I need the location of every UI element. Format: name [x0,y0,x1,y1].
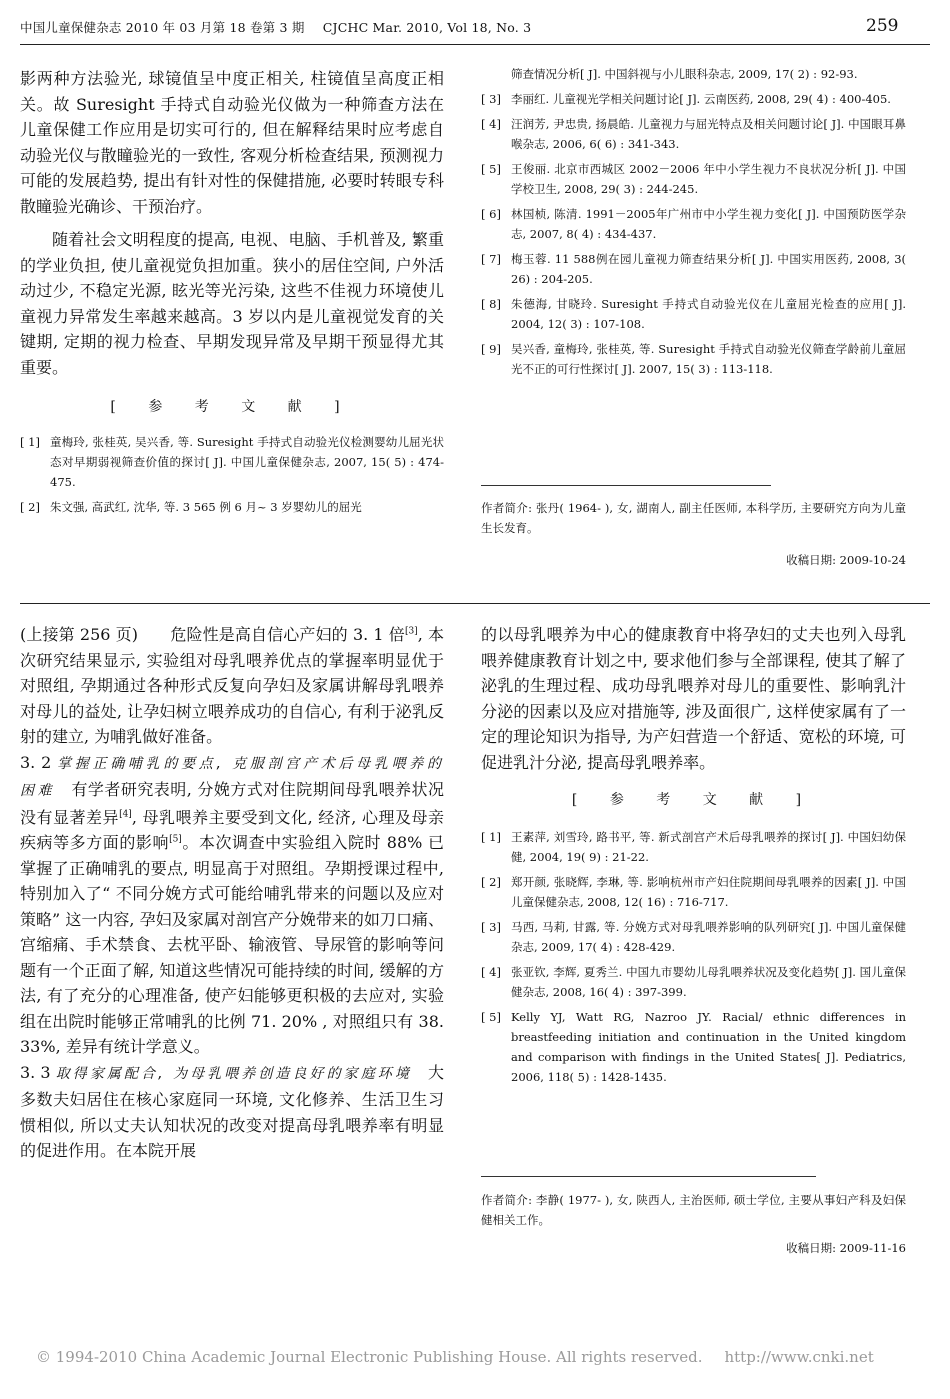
top-right-column [481,64,906,389]
section-3-2 [20,750,444,1060]
reference-number: [ 2] [20,500,40,514]
reference-number: [ 2] [481,875,501,889]
reference-text: 吴兴香, 童梅玲, 张桂英, 等. Suresight 手持式自动验光仪筛查学龄前儿童屈光不正的可行性探讨[ J]. 2007, 15( 3) : 113-118. [511,342,906,376]
section-number: 3. 3 [20,1062,51,1082]
reference-number: [ 7] [481,252,501,266]
bottom-right-column [481,622,906,1092]
paragraph-text: 有学者研究表明, 分娩方式对住院期间母乳喂养状况没有显著差异 [20,780,444,827]
reference-text: 朱文强, 高武红, 沈华, 等. 3 565 例 6 月~ 3 岁婴幼儿的屈光 [50,500,362,514]
section-title: 取得家属配合, 为母乳喂养创造良好的家庭环境 [55,1065,412,1082]
paragraph: 影两种方法验光, 球镜值呈中度正相关, 柱镜值呈高度正相关。故 Suresight 手持式自动验光仪做为一种筛查方法在儿童保健工作应用是切实可行的, 但在解释结果时应考虑自动验光仪与散瞳验光的一致性, 客观分析检查结果, 预测视力可能的发展趋势, 提出有针对性的保健措施, 必要时转眼专科散瞳验光确诊、干预治疗。 [20,69,444,216]
reference-item [481,89,906,109]
continued-from-note: (上接第 256 页) [20,625,139,644]
citation: [4] [119,809,132,820]
reference-text: 王素萍, 刘雪玲, 路书平, 等. 新式剖宫产术后母乳喂养的探讨[ J]. 中国妇幼保健, 2004, 19( 9) : 21-22. [511,830,906,864]
section-title: 掌握正确哺乳的要点, 克服剖宫产术后母乳喂养的困难 [20,755,444,799]
reference-text: Kelly YJ, Watt RG, Nazroo JY. Racial/ ethnic differences in breastfeeding initiation and continuation in the United kingdom and comparison with findings in the United States[ J]. Pediatrics, 2006, 118( 5) : 1428-1435. [511,1010,906,1084]
reference-item [481,1007,906,1087]
author-note: 作者简介: 张丹( 1964- ), 女, 湖南人, 副主任医师, 本科学历, 主要研究方向为儿童生长发育。 [481,501,906,535]
paragraph-text: 危险性是高自信心产妇的 3. 1 倍 [170,625,405,644]
references-heading: [ 参 考 文 献 ] [110,399,354,415]
citation: [3] [404,626,418,637]
reference-number: [ 8] [481,297,501,311]
bottom-left-column [20,622,444,1164]
journal-issue-en: CJCHC Mar. 2010, Vol 18, No. 3 [322,20,532,35]
received-date: 收稿日期: 2009-11-16 [786,1241,906,1255]
section-divider [20,603,930,604]
reference-text: 筛查情况分析[ J]. 中国斜视与小儿眼科杂志, 2009, 17( 2) : 92-93. [511,67,858,81]
journal-issue: 中国儿童保健杂志 2010 年 03 月第 18 卷第 3 期 [20,20,305,35]
reference-item [20,432,444,492]
reference-number: [ 1] [481,830,501,844]
reference-text: 王俊丽. 北京市西城区 2002－2006 年中小学生视力不良状况分析[ J]. 中国学校卫生, 2008, 29( 3) : 244-245. [511,162,906,196]
reference-item [481,917,906,957]
reference-number: [ 6] [481,207,501,221]
reference-item [481,962,906,1002]
running-header [20,18,531,36]
author-note: 作者简介: 李静( 1977- ), 女, 陕西人, 主治医师, 硕士学位, 主要从事妇产科及妇保健相关工作。 [481,1193,906,1227]
reference-item [481,827,906,867]
received-date: 收稿日期: 2009-10-24 [786,553,906,567]
reference-text: 林国桢, 陈清. 1991－2005年广州市中小学生视力变化[ J]. 中国预防医学杂志, 2007, 8( 4) : 434-437. [511,207,906,241]
reference-item [481,872,906,912]
reference-text: 李丽红. 儿童视光学相关问题讨论[ J]. 云南医药, 2008, 29( 4) : 400-405. [511,92,891,106]
reference-number: [ 5] [481,1010,501,1024]
paragraph-text: , 本次研究结果显示, 实验组对母乳喂养优点的掌握率明显优于对照组, 孕期通过各种形式反复向孕妇及家属讲解母乳喂养对母儿的益处, 让孕妇树立喂养成功的自信心, 有利于泌乳反射的建立, 为哺乳做好准备。 [20,625,444,746]
reference-text: 朱德海, 甘晓玲. Suresight 手持式自动验光仪在儿童屈光检查的应用[ J]. 2004, 12( 3) : 107-108. [511,297,906,331]
reference-text: 汪润芳, 尹忠贵, 扬晨皓. 儿童视力与屈光特点及相关问题讨论[ J]. 中国眼耳鼻喉杂志, 2006, 6( 6) : 341-343. [511,117,906,151]
paragraph-text: 。本次调查中实验组入院时 88% 已掌握了正确哺乳的要点, 明显高于对照组。孕期授课过程中, 特别加入了“ 不同分娩方式可能给哺乳带来的问题以及应对策略” 这一内容, 孕妇及家属对剖宫产分娩带来的如刀口痛、宫缩痛、手术禁食、去枕平卧、输液管、导尿管的影响等问题有一个正面了解, 知道这些情况可能持续的时间, 缓解的方法, 有了充分的心理准备, 使产妇能够更积极的去应对, 实验组在出院时能够正常哺乳的比例 71. 20% , 对照组只有 38. 33%, 差异有统计学意义。 [20,833,444,1056]
reference-number: [ 5] [481,162,501,176]
reference-text: 童梅玲, 张桂英, 吴兴香, 等. Suresight 手持式自动验光仪检测婴幼儿屈光状态对早期弱视筛查价值的探讨[ J]. 中国儿童保健杂志, 2007, 15( 5) : 474-475. [50,435,444,489]
reference-item [20,497,444,517]
reference-item [481,204,906,244]
reference-text: 张亚钦, 李辉, 夏秀兰. 中国九市婴幼儿母乳喂养状况及变化趋势[ J]. 国儿童保健杂志, 2008, 16( 4) : 397-399. [511,965,906,999]
reference-item [481,64,906,84]
reference-number: [ 1] [20,435,40,449]
page-number: 259 [866,16,899,36]
reference-number: [ 4] [481,965,501,979]
copyright-footer [36,1348,874,1366]
footer-link[interactable]: http://www.cnki.net [724,1348,874,1366]
reference-number: [ 9] [481,342,501,356]
reference-item [481,159,906,199]
paragraph: 的以母乳喂养为中心的健康教育中将孕妇的丈夫也列入母乳喂养健康教育计划之中, 要求他们参与全部课程, 使其了解了泌乳的生理过程、成功母乳喂养对母儿的重要性、影响乳汁分泌的因素以及应对措施等, 涉及面很广, 这样使家属有了一定的理论知识为指导, 为产妇营造一个舒适、宽松的环境, 可促进乳汁分泌, 提高母乳喂养率。 [481,625,906,772]
reference-number [481,64,511,84]
references-heading: [ 参 考 文 献 ] [571,792,816,808]
section-3-3 [20,1060,444,1164]
reference-text: 马西, 马莉, 甘露, 等. 分娩方式对母乳喂养影响的队列研究[ J]. 中国儿童保健杂志, 2009, 17( 4) : 428-429. [511,920,906,954]
reference-list [20,432,444,517]
footnote-rule [481,485,771,486]
reference-text: 梅玉蓉. 11 588例在园儿童视力筛查结果分析[ J]. 中国实用医药, 2008, 3( 26) : 204-205. [511,252,906,286]
section-number: 3. 2 [20,752,52,772]
reference-number: [ 3] [481,92,501,106]
paragraph [20,622,444,750]
header-rule [20,44,930,45]
copyright-text: © 1994-2010 China Academic Journal Electronic Publishing House. All rights reserved. [36,1348,703,1366]
paragraph: 随着社会文明程度的提高, 电视、电脑、手机普及, 繁重的学业负担, 使儿童视觉负担加重。狭小的居住空间, 户外活动过少, 不稳定光源, 眩光等光污染, 这些不佳视力环境使儿童视力异常发生率越来越高。3 岁以内是儿童视觉发育的关键期, 定期的视力检查、早期发现异常及早期干预显得尤其重要。 [20,230,444,377]
reference-text: 郑开颜, 张晓辉, 李琳, 等. 影响杭州市产妇住院期间母乳喂养的因素[ J]. 中国儿童保健杂志, 2008, 12( 16) : 716-717. [511,875,906,909]
citation: [5] [169,834,182,845]
footnote-rule [481,1176,816,1177]
reference-number: [ 3] [481,920,501,934]
reference-number: [ 4] [481,117,501,131]
reference-item [481,294,906,334]
reference-item [481,339,906,379]
paragraph-text: 大多数夫妇居住在核心家庭同一环境, 文化修养、生活卫生习惯相似, 所以丈夫认知状况的改变对提高母乳喂养率有明显的促进作用。在本院开展 [20,1062,444,1160]
reference-item [481,249,906,289]
paragraph-text: , 母乳喂养主要受到文化, 经济, 心理及母亲疾病等多方面的影响 [20,807,444,852]
reference-item [481,114,906,154]
reference-list [481,827,906,1087]
reference-list [481,64,906,384]
top-left-column [20,66,444,522]
